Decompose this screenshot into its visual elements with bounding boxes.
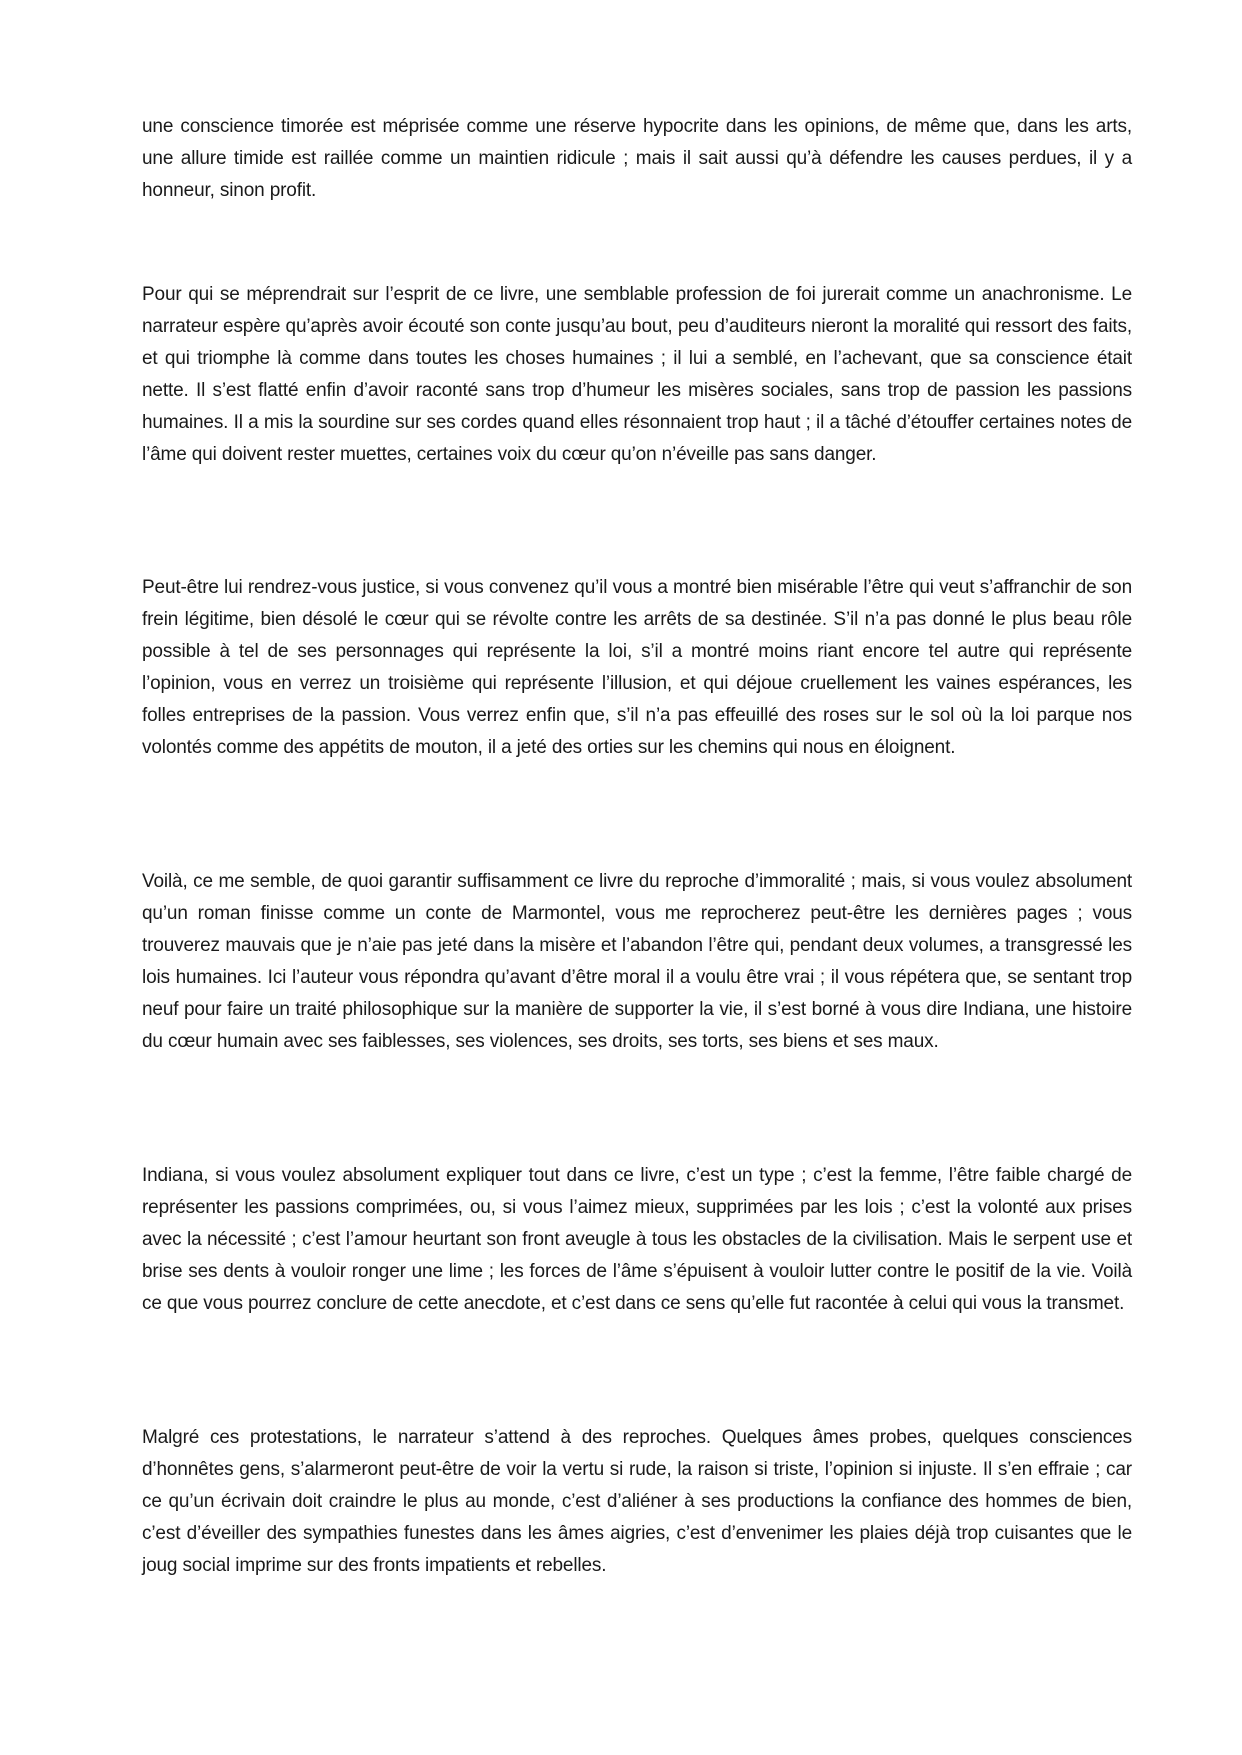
paragraph-2: Pour qui se méprendrait sur l’esprit de ce livre, une semblable profession de foi jurerait comme un anachronisme. Le narrateur espère qu’après avoir écouté son conte jusqu’au bout, peu d’auditeurs nieront la moralité qui ressort des faits, et qui triomphe là comme dans toutes les choses humaines ; il lui a semblé, en l’achevant, que sa conscience était nette. Il s’est flatté enfin d’avoir raconté sans trop d’humeur les misères sociales, sans trop de passion les passions humaines. Il a mis la sourdine sur ses cordes quand elles résonnaient trop haut ; il a tâché d’étouffer certaines notes de l’âme qui doivent rester muettes, certaines voix du cœur qu’on n’éveille pas sans danger. [142,284,1132,465]
paragraph-4: Voilà, ce me semble, de quoi garantir suffisamment ce livre du reproche d’immoralité ; mais, si vous voulez absolument qu’un roman finisse comme un conte de Marmontel, vous me reprocherez peut-être les dernières pages ; vous trouverez mauvais que je n’aie pas jeté dans la misère et l’abandon l’être qui, pendant deux volumes, a transgressé les lois humaines. Ici l’auteur vous répondra qu’avant d’être moral il a voulu être vrai ; il vous répétera que, se sentant trop neuf pour faire un traité philosophique sur la manière de supporter la vie, il s’est borné à vous dire Indiana, une histoire du cœur humain avec ses faiblesses, ses violences, ses droits, ses torts, ses biens et ses maux. [142,871,1132,1052]
paragraph-6: Malgré ces protestations, le narrateur s’attend à des reproches. Quelques âmes probes, quelques consciences d’honnêtes gens, s’alarmeront peut-être de voir la vertu si rude, la raison si triste, l’opinion si injuste. Il s’en effraie ; car ce qu’un écrivain doit craindre le plus au monde, c’est d’aliéner à ses productions la confiance des hommes de bien, c’est d’éveiller des sympathies funestes dans les âmes aigries, c’est d’envenimer les plaies déjà trop cuisantes que le joug social imprime sur des fronts impatients et rebelles. [142,1427,1132,1576]
paragraph-5: Indiana, si vous voulez absolument expliquer tout dans ce livre, c’est un type ; c’est la femme, l’être faible chargé de représenter les passions comprimées, ou, si vous l’aimez mieux, supprimées par les lois ; c’est la volonté aux prises avec la nécessité ; c’est l’amour heurtant son front aveugle à tous les obstacles de la civilisation. Mais le serpent use et brise ses dents à vouloir ronger une lime ; les forces de l’âme s’épuisent à vouloir lutter contre le positif de la vie. Voilà ce que vous pourrez conclure de cette anecdote, et c’est dans ce sens qu’elle fut racontée à celui qui vous la transmet. [142,1165,1132,1314]
paragraph-1: une conscience timorée est méprisée comme une réserve hypocrite dans les opinions, de même que, dans les arts, une allure timide est raillée comme un maintien ridicule ; mais il sait aussi qu’à défendre les causes perdues, il y a honneur, sinon profit. [142,116,1132,201]
paragraph-3: Peut-être lui rendrez-vous justice, si vous convenez qu’il vous a montré bien misérable l’être qui veut s’affranchir de son frein légitime, bien désolé le cœur qui se révolte contre les arrêts de sa destinée. S’il n’a pas donné le plus beau rôle possible à tel de ses personnages qui représente la loi, s’il a montré moins riant encore tel autre qui représente l’opinion, vous en verrez un troisième qui représente l’illusion, et qui déjoue cruellement les vaines espérances, les folles entreprises de la passion. Vous verrez enfin que, s’il n’a pas effeuillé des roses sur le sol où la loi parque nos volontés comme des appétits de mouton, il a jeté des orties sur les chemins qui nous en éloignent. [142,577,1132,758]
